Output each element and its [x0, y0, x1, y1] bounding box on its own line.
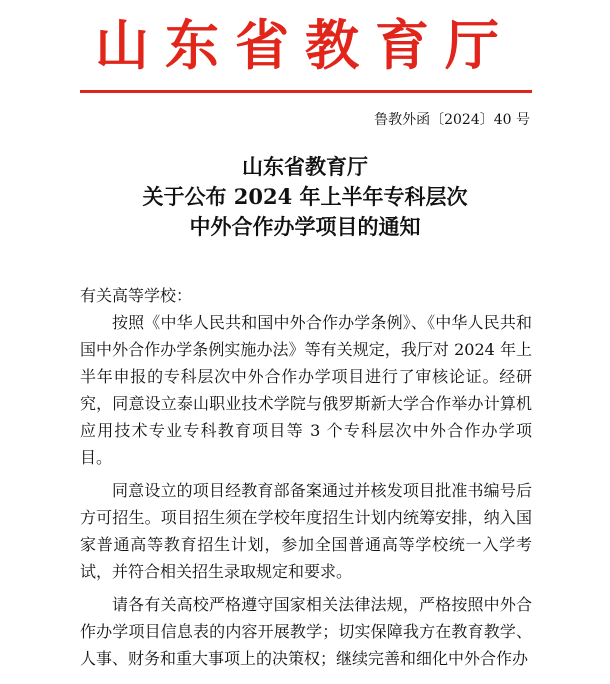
title-line-2: 关于公布 2024 年上半年专科层次 — [142, 184, 468, 209]
document-body — [80, 282, 532, 672]
title-line-1: 山东省教育厅 — [242, 154, 368, 179]
masthead-divider — [80, 90, 532, 93]
document-title — [0, 152, 610, 242]
document-number: 鲁教外函〔2024〕40 号 — [374, 112, 530, 128]
body-paragraph-2: 同意设立的项目经教育部备案通过并核发项目批准书编号后方可招生。项目招生须在学校年度招生计划内统筹安排，纳入国家普通高等教育招生计划，参加全国普通高等学校统一入学考试，并符合相关招生录取规定和要求。 — [80, 481, 532, 581]
salutation: 有关高等学校： — [80, 286, 193, 305]
title-line-3: 中外合作办学项目的通知 — [189, 214, 421, 239]
body-paragraph-1: 按照《中华人民共和国中外合作办学条例》、《中华人民共和国中外合作办学条例实施办法》等有关规定，我厅对 2024 年上半年申报的专科层次中外合作办学项目进行了审核论证。经研究，同意设立泰山职业技术学院与俄罗斯新大学合作举办计算机应用技术专业专科教育项目等 3 个专科层次中外合作办学项目。 — [80, 313, 532, 467]
body-paragraph-3: 请各有关高校严格遵守国家相关法律法规，严格按照中外合作办学项目信息表的内容开展教学；切实保障我方在教育教学、人事、财务和重大事项上的决策权；继续完善和细化中外合作办 — [80, 595, 532, 668]
masthead-title: 山东省教育厅 — [95, 13, 515, 77]
